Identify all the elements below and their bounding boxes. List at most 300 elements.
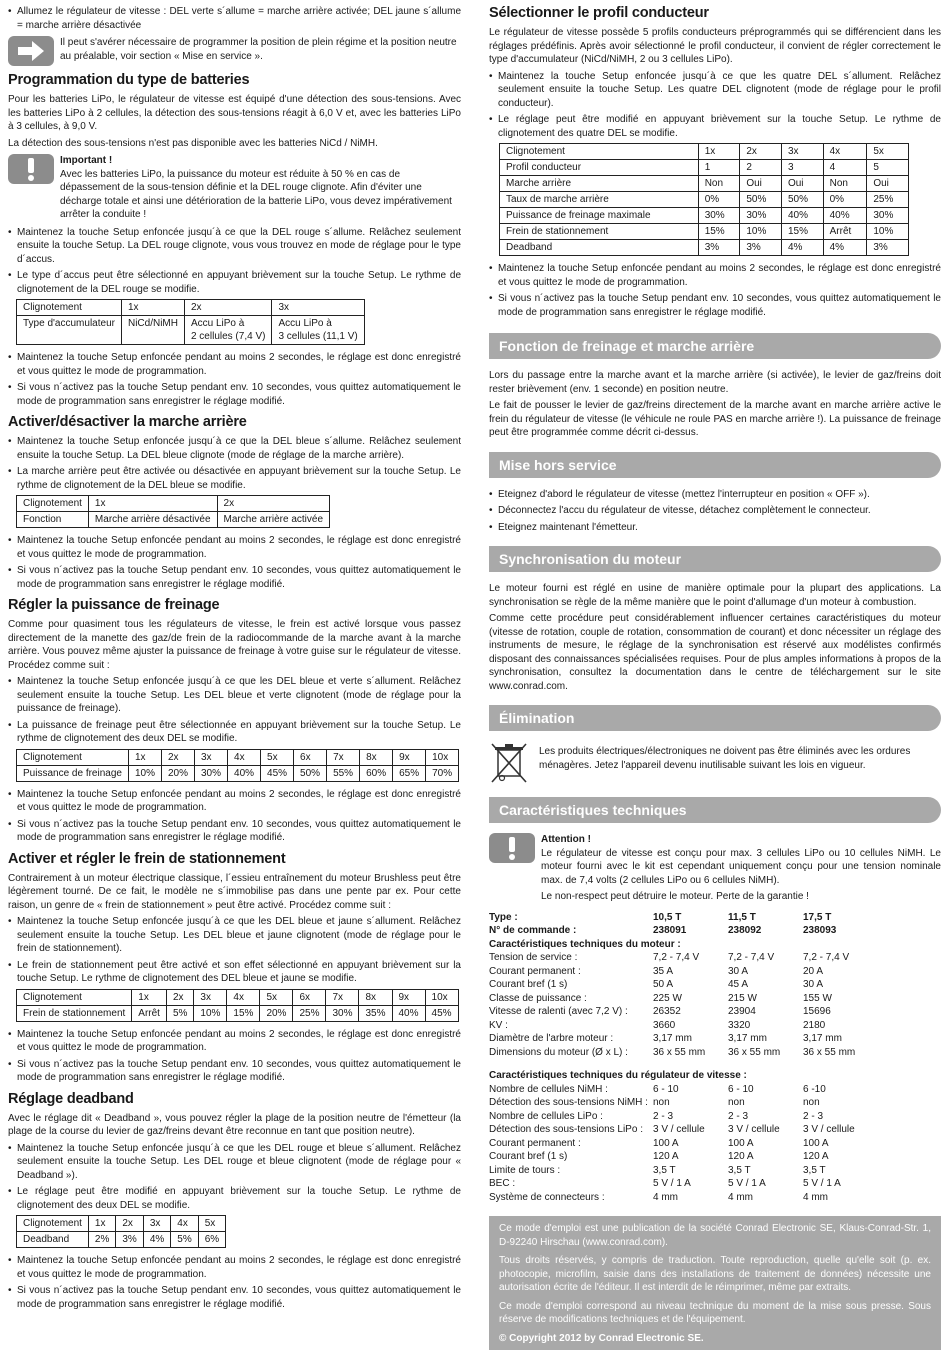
- arrow-right-icon: [8, 36, 54, 66]
- table-cell: Puissance de freinage maximale: [500, 208, 699, 224]
- table-cell: 0%: [698, 192, 740, 208]
- spec-row: [489, 1150, 941, 1164]
- spec-cell: 6 - 10: [653, 1083, 679, 1095]
- table-cell: 60%: [360, 765, 393, 781]
- table-cell: 2%: [88, 1232, 115, 1248]
- table-cell: 25%: [867, 192, 909, 208]
- spec-cell: 3320: [728, 1019, 751, 1031]
- spec-cell: Nombre de cellules NiMH :: [489, 1083, 608, 1095]
- table-row: [500, 176, 909, 192]
- table-cell: 9x: [393, 749, 426, 765]
- spec-row: [489, 1019, 941, 1033]
- profile-after: [489, 262, 941, 319]
- list-item: • Si vous n´activez pas la touche Setup pendant env. 10 secondes, vous quittez automatiquement le mode de programmation sans enregistrer le réglage modifié.: [8, 381, 461, 408]
- table-cell: 2x: [217, 496, 329, 512]
- table-cell: 15%: [227, 1005, 260, 1021]
- list-item: • Maintenez la touche Setup enfoncée pendant au moins 2 secondes, le réglage est donc enregistré et vous quittez le mode de programmation.: [8, 1028, 461, 1055]
- spec-cell: 5 V / 1 A: [803, 1178, 841, 1189]
- spec-cell: 3,5 T: [803, 1164, 826, 1176]
- spec-section-title: Caractéristiques techniques du moteur :: [489, 938, 681, 950]
- spec-row: [489, 1096, 941, 1110]
- table-cell: 4%: [781, 240, 823, 256]
- table-row: [17, 1216, 226, 1232]
- table-cell: Frein de stationnement: [500, 224, 699, 240]
- table-cell: 15%: [781, 224, 823, 240]
- spec-cell: Courant permanent :: [489, 1137, 581, 1149]
- spec-cell: 7,2 - 7,4 V: [803, 952, 850, 963]
- table-cell: 25%: [293, 1005, 326, 1021]
- spec-row: [489, 992, 941, 1006]
- brake-after: [8, 788, 461, 845]
- table-cell: 1x: [132, 989, 167, 1005]
- table-cell: 5x: [198, 1216, 225, 1232]
- table-cell: 2x: [116, 1216, 143, 1232]
- table-cell: Deadband: [17, 1232, 89, 1248]
- profile-steps: [489, 70, 941, 141]
- table-row: [17, 496, 330, 512]
- table-row: [500, 192, 909, 208]
- spec-row: [489, 1123, 941, 1137]
- table-cell: 40%: [823, 208, 867, 224]
- brake-table: [16, 749, 459, 782]
- table-cell: 10%: [128, 765, 161, 781]
- table-cell: Marche arrière désactivée: [88, 512, 217, 528]
- section-banner: Synchronisation du moteur: [489, 546, 941, 572]
- spec-cell: Détection des sous-tensions LiPo :: [489, 1124, 643, 1135]
- table-cell: 5%: [171, 1232, 198, 1248]
- spec-cell: 120 A: [803, 1151, 829, 1162]
- spec-row: N° de commande : 238091 238092 238093: [489, 925, 837, 936]
- spec-cell: 7,2 - 7,4 V: [728, 952, 775, 963]
- spec-cell: 2 - 3: [803, 1110, 824, 1122]
- table-cell: 3%: [740, 240, 782, 256]
- intro-list: [8, 5, 461, 32]
- crossed-bin-icon: [489, 741, 529, 785]
- table-cell: 45%: [425, 1005, 458, 1021]
- section-banner: Fonction de freinage et marche arrière: [489, 333, 941, 359]
- table-cell: 5: [867, 160, 909, 176]
- spec-cell: 36 x 55 mm: [653, 1046, 706, 1058]
- table-cell: 40%: [392, 1005, 425, 1021]
- table-cell: 50%: [294, 765, 327, 781]
- table-row: [17, 989, 459, 1005]
- table-cell: 7x: [326, 989, 359, 1005]
- battery-after: [8, 351, 461, 408]
- list-item: • Le type d´accus peut être sélectionné en appuyant brièvement sur la touche Setup. Le rythme de clignotement de la DEL rouge se modifie.: [8, 269, 461, 296]
- table-row: [17, 300, 365, 316]
- spec-cell: 3,5 T: [653, 1164, 676, 1176]
- section-banner: Mise hors service: [489, 452, 941, 478]
- table-cell: 35%: [359, 1005, 392, 1021]
- table-cell: 10%: [867, 224, 909, 240]
- table-cell: 3: [781, 160, 823, 176]
- spec-cell: 225 W: [653, 992, 682, 1004]
- spec-cell: 45 A: [728, 979, 749, 990]
- table-cell: NiCd/NiMH: [121, 316, 184, 345]
- brake-steps: [8, 675, 461, 746]
- table-cell: 65%: [393, 765, 426, 781]
- attention-note: [489, 833, 941, 907]
- section-title: Activer et régler le frein de stationnement: [8, 850, 286, 867]
- table-cell: 30%: [195, 765, 228, 781]
- attention-text: Le régulateur de vitesse est conçu pour max. 3 cellules LiPo ou 10 cellules NiMH. Le moteur fourni avec le kit est cependant uniquement conçu pour une tension nominale max. de 7,4 volts (2 cellules LiPo ou 6 cellules NiMH).: [541, 847, 941, 886]
- important-title: Important !: [60, 155, 113, 166]
- table-cell: 4x: [823, 144, 867, 160]
- spec-row: [489, 1005, 941, 1019]
- spec-row: [489, 1083, 941, 1097]
- table-cell: 40%: [228, 765, 261, 781]
- table-cell: 30%: [698, 208, 740, 224]
- spec-cell: 36 x 55 mm: [728, 1046, 781, 1058]
- table-cell: 30%: [326, 1005, 359, 1021]
- table-cell: Clignotement: [17, 300, 122, 316]
- table-cell: 6x: [293, 989, 326, 1005]
- table-cell: 50%: [781, 192, 823, 208]
- paragraph: Le moteur fourni est réglé en usine de manière optimale pour la plupart des applications. La synchronisation se règle de la même manière que le point d'allumage d'un moteur à combustion.: [489, 583, 941, 608]
- spec-cell: 6 -10: [803, 1083, 826, 1095]
- table-cell: Accu LiPo à 3 cellules (11,1 V): [272, 316, 364, 345]
- important-text: Avec les batteries LiPo, la puissance du moteur est réduite à 50 % en cas de dépassement de la sous-tension définie et la DEL rouge clignote. Afin d'éviter une décharge totale et ainsi une détérioration de la batterie LiPo, vous devez impérativement arrêter la conduite !: [60, 168, 452, 220]
- table-cell: 0%: [823, 192, 867, 208]
- spec-row: [489, 1046, 941, 1060]
- table-cell: 3x: [272, 300, 364, 316]
- list-item: • Maintenez la touche Setup enfoncée jusqu´à ce que les DEL bleue et jaune s´allument. Relâchez seulement ensuite la touche Setup. Les DEL bleue et jaune clignotent (mode de réglage pour le frein de stationnement).: [8, 915, 461, 956]
- table-cell: 2x: [166, 989, 193, 1005]
- table-cell: 10x: [425, 989, 458, 1005]
- table-cell: 5x: [260, 989, 293, 1005]
- regulator-specs: [489, 1083, 941, 1205]
- list-item: • Si vous n´activez pas la touche Setup pendant env. 10 secondes, vous quittez automatiquement le mode de programmation sans enregistrer le réglage modifié.: [8, 564, 461, 591]
- spec-cell: 15696: [803, 1006, 831, 1017]
- table-cell: 7x: [327, 749, 360, 765]
- motor-specs: [489, 951, 941, 1059]
- table-row: [17, 316, 365, 345]
- list-item: • Maintenez la touche Setup enfoncée jusqu´à ce que les DEL bleue et verte s´allument. Relâchez seulement ensuite la touche Setup. Les DEL bleue et verte clignotent (mode de réglage pour la puissance de freinage).: [8, 675, 461, 716]
- table-row: [500, 144, 909, 160]
- table-cell: Marche arrière: [500, 176, 699, 192]
- table-cell: Clignotement: [17, 989, 132, 1005]
- parking-steps: [8, 915, 461, 986]
- list-item: • Maintenez la touche Setup enfoncée pendant au moins 2 secondes, le réglage est donc enregistré et vous quittez le mode de programmation.: [8, 788, 461, 815]
- paragraph: Comme cette procédure peut considérablement influencer certaines caractéristiques du moteur (vitesse de rotation, couple de rotation, consommation de courant) et donc nécessiter un réglage des instruments de mesure, le réglage de la synchronisation est réservé aux modélistes confirmés disposant des connaissances spécialisées requises. Pour de plus amples informations à propos de la synchronisation, consultez la documentation dans le centre de téléchargement sur le site www.conrad.com.: [489, 613, 941, 692]
- spec-cell: non: [803, 1097, 820, 1108]
- parking-after: [8, 1028, 461, 1085]
- spec-cell: Vitesse de ralenti (avec 7,2 V) :: [489, 1006, 628, 1017]
- spec-cell: 100 A: [803, 1137, 829, 1149]
- table-row: [500, 208, 909, 224]
- spec-section-title: Caractéristiques techniques du régulateur de vitesse :: [489, 1070, 747, 1081]
- footer-paragraph: Tous droits réservés, y compris de traduction. Toute reproduction, quelle qu'elle soit (p. ex. photocopie, microfilm, saisie dans des installations de traitement de données) nécessite une autorisation écrite de l'éditeur. Il est interdit de le réimprimer, même par extraits.: [499, 1255, 931, 1293]
- copyright: © Copyright 2012 by Conrad Electronic SE.: [499, 1332, 704, 1344]
- table-cell: 9x: [392, 989, 425, 1005]
- spec-cell: Limite de tours :: [489, 1164, 561, 1176]
- table-cell: 40%: [781, 208, 823, 224]
- table-cell: 1x: [121, 300, 184, 316]
- table-row: [17, 765, 459, 781]
- list-item: • Eteignez maintenant l'émetteur.: [489, 521, 941, 535]
- table-cell: 15%: [698, 224, 740, 240]
- paragraph: Le régulateur de vitesse possède 5 profils conducteurs préprogrammés qui se différencient dans les réglages prédéfinis. Après avoir sélectionné le profil conducteur, il convient de régler correctement le type d'accumulateur (NiCd/NiMH, 2 ou 3 cellules LiPo).: [489, 27, 941, 65]
- right-column: [489, 5, 941, 1204]
- spec-cell: 155 W: [803, 992, 832, 1004]
- table-row: [17, 512, 330, 528]
- section-title: Programmation du type de batteries: [8, 72, 250, 88]
- spec-cell: Détection des sous-tensions NiMH :: [489, 1097, 648, 1108]
- list-item: • Si vous n´activez pas la touche Setup pendant env. 10 secondes, vous quittez automatiquement le mode de programmation sans enregistrer le réglage modifié.: [489, 292, 941, 319]
- table-cell: 2x: [184, 300, 271, 316]
- spec-row: [489, 951, 941, 965]
- table-cell: 5%: [166, 1005, 193, 1021]
- table-row: [17, 1232, 226, 1248]
- table-cell: 1x: [698, 144, 740, 160]
- spec-cell: 26352: [653, 1006, 681, 1017]
- list-item: • Maintenez la touche Setup enfoncée jusqu´à ce que la DEL bleue s´allume. Relâchez seulement ensuite la touche Setup. La DEL bleue clignote (mode de réglage de la marche arrière).: [8, 435, 461, 462]
- info-note: [8, 36, 461, 66]
- attention-title: Attention !: [541, 834, 591, 845]
- spec-row: [489, 1137, 941, 1151]
- publisher-footer: [489, 1216, 941, 1350]
- spec-cell: 100 A: [728, 1137, 754, 1149]
- spec-cell: 4 mm: [728, 1191, 753, 1203]
- table-cell: Marche arrière activée: [217, 512, 329, 528]
- list-item: • Déconnectez l'accu du régulateur de vitesse, détachez complètement le connecteur.: [489, 504, 941, 518]
- spec-cell: Courant bref (1 s): [489, 979, 568, 990]
- table-cell: Frein de stationnement: [17, 1005, 132, 1021]
- table-cell: Puissance de freinage: [17, 765, 129, 781]
- table-cell: 5x: [867, 144, 909, 160]
- list-item: • Maintenez la touche Setup enfoncée jusqu´à ce que la DEL rouge s´allume. Relâchez seulement ensuite la touche Setup. La DEL rouge clignote, vous vous trouvez en mode de réglage pour le type d´accus.: [8, 226, 461, 267]
- spec-cell: 30 A: [803, 979, 824, 990]
- attention-note-text: Le non-respect peut détruire le moteur. Perte de la garantie !: [541, 891, 809, 902]
- table-cell: Clignotement: [500, 144, 699, 160]
- paragraph: Le fait de pousser le levier de gaz/freins directement de la marche avant en marche arrière active le frein du régulateur de vitesse (le véhicule ne roule PAS en marche arrière !). La puissance de freinage peut être programmée comme décrit ci-dessus.: [489, 400, 941, 438]
- reverse-after: [8, 534, 461, 591]
- battery-steps: [8, 226, 461, 297]
- table-cell: 70%: [426, 765, 459, 781]
- spec-cell: 50 A: [653, 979, 674, 990]
- paragraph: Pour les batteries LiPo, le régulateur de vitesse est équipé d'une détection des sous-tensions. Avec les batteries LiPo à 2 cellules, la détection des sous-tensions réagit à 6,0 V et, avec les batteries LiPo à 3 cellules, à 9,0 V.: [8, 94, 461, 132]
- spec-cell: 3,17 mm: [803, 1033, 842, 1044]
- list-item: • La puissance de freinage peut être sélectionnée en appuyant brièvement sur la touche Setup. Le rythme de clignotement des deux DEL se modifie.: [8, 719, 461, 746]
- table-cell: 3%: [867, 240, 909, 256]
- battery-table: [16, 299, 365, 345]
- table-cell: 30%: [740, 208, 782, 224]
- list-item: • Maintenez la touche Setup enfoncée jusqu´à ce que les DEL rouge et bleue s´allument. Relâchez seulement ensuite la touche Setup. Les DEL rouge et bleue clignotent (mode de réglage pour « Deadband »).: [8, 1142, 461, 1183]
- left-column: [8, 5, 461, 1314]
- warning-exclamation-icon: [489, 833, 535, 863]
- spec-cell: 36 x 55 mm: [803, 1046, 856, 1058]
- table-cell: 3x: [781, 144, 823, 160]
- table-cell: 10%: [740, 224, 782, 240]
- paragraph: La détection des sous-tensions n'est pas disponible avec les batteries NiCd / NiMH.: [8, 137, 378, 149]
- table-cell: 4x: [228, 749, 261, 765]
- section-title: Régler la puissance de freinage: [8, 597, 220, 613]
- spec-cell: Système de connecteurs :: [489, 1191, 605, 1203]
- spec-cell: 2180: [803, 1019, 826, 1031]
- spec-cell: Courant permanent :: [489, 965, 581, 977]
- table-cell: Oui: [781, 176, 823, 192]
- list-item: • Eteignez d'abord le régulateur de vitesse (mettez l'interrupteur en position « OFF »).: [489, 488, 941, 502]
- table-cell: 4x: [227, 989, 260, 1005]
- table-cell: 1x: [88, 496, 217, 512]
- table-cell: Type d'accumulateur: [17, 316, 122, 345]
- table-cell: 8x: [360, 749, 393, 765]
- footer-paragraph: Ce mode d'emploi correspond au niveau technique du moment de la mise sous presse. Sous réserve de modifications techniques et de l'équipement.: [499, 1300, 931, 1325]
- table-cell: Oui: [740, 176, 782, 192]
- table-cell: 2: [740, 160, 782, 176]
- table-row: [500, 240, 909, 256]
- list-item: • Maintenez la touche Setup enfoncée pendant au moins 2 secondes, le réglage est donc enregistré et vous quittez le mode de programmation.: [489, 262, 941, 289]
- table-cell: 45%: [261, 765, 294, 781]
- reverse-table: [16, 495, 330, 528]
- spec-cell: 5 V / 1 A: [653, 1178, 691, 1189]
- section-banner: Élimination: [489, 705, 941, 731]
- table-cell: 4x: [171, 1216, 198, 1232]
- spec-row: [489, 978, 941, 992]
- footer-paragraph: Ce mode d'emploi est une publication de la société Conrad Electronic SE, Klaus-Conrad-Str. 1, D-92240 Hirschau (www.conrad.com).: [499, 1223, 931, 1248]
- spec-cell: 3,17 mm: [728, 1033, 767, 1044]
- spec-cell: 3 V / cellule: [728, 1124, 780, 1135]
- table-row: [17, 1005, 459, 1021]
- spec-cell: 6 - 10: [728, 1083, 754, 1095]
- section-title: Réglage deadband: [8, 1090, 134, 1107]
- spec-cell: 4 mm: [653, 1191, 678, 1203]
- elimination-note: [489, 741, 941, 785]
- table-cell: 2x: [161, 749, 194, 765]
- spec-cell: 7,2 - 7,4 V: [653, 952, 700, 963]
- spec-row: Type : 10,5 T 11,5 T 17,5 T: [489, 911, 832, 923]
- spec-cell: 2 - 3: [728, 1110, 749, 1122]
- spec-row: [489, 1110, 941, 1124]
- table-cell: 10x: [426, 749, 459, 765]
- table-cell: Profil conducteur: [500, 160, 699, 176]
- paragraph: Lors du passage entre la marche avant et la marche arrière (si activée), le levier de gaz/freins doit rester brièvement (env. 1 seconde) en position neutre.: [489, 370, 941, 395]
- shutdown-steps: [489, 488, 941, 535]
- spec-row: [489, 965, 941, 979]
- spec-row: [489, 1032, 941, 1046]
- spec-cell: 5 V / 1 A: [728, 1178, 766, 1189]
- table-cell: Clignotement: [17, 1216, 89, 1232]
- elimination-text: Les produits électriques/électroniques ne doivent pas être éliminés avec les ordures ménagères. Jetez l'appareil devenu inutilisable suivant les lois en vigueur.: [539, 746, 911, 771]
- spec-cell: 3660: [653, 1019, 676, 1031]
- spec-cell: 20 A: [803, 965, 824, 977]
- list-item: • Maintenez la touche Setup enfoncée pendant au moins 2 secondes, le réglage est donc enregistré et vous quittez le mode de programmation.: [8, 351, 461, 378]
- spec-cell: 30 A: [728, 965, 749, 977]
- table-cell: 3x: [195, 749, 228, 765]
- table-cell: 3x: [143, 1216, 170, 1232]
- spec-cell: 3 V / cellule: [803, 1124, 855, 1135]
- table-cell: Arrêt: [823, 224, 867, 240]
- spec-cell: 4 mm: [803, 1191, 828, 1203]
- paragraph: Comme pour quasiment tous les régulateurs de vitesse, le frein est activé lorsque vous passez directement de la manette des gaz/de frein de la radiocommande de la marche avant à la marche arrière. Vous pouvez même ajuster la puissance de freinage à votre guise sur le régulateur de vitesse. Procédez comme suit :: [8, 619, 461, 671]
- spec-cell: 100 A: [653, 1137, 679, 1149]
- warning-exclamation-icon: [8, 154, 54, 184]
- table-cell: Oui: [867, 176, 909, 192]
- spec-row: [489, 1191, 941, 1205]
- table-cell: 1x: [128, 749, 161, 765]
- spec-row: [489, 1177, 941, 1191]
- spec-cell: 120 A: [653, 1151, 679, 1162]
- spec-cell: Dimensions du moteur (Ø x L) :: [489, 1046, 628, 1058]
- table-cell: 6x: [294, 749, 327, 765]
- table-cell: 10%: [194, 1005, 227, 1021]
- table-cell: Non: [823, 176, 867, 192]
- section-title: Sélectionner le profil conducteur: [489, 5, 709, 21]
- spec-table: [489, 911, 941, 1205]
- spec-cell: 3,5 T: [728, 1164, 751, 1176]
- paragraph: Avec le réglage dit « Deadband », vous pouvez régler la plage de la position neutre de l'émetteur (la plage de la course du levier de gaz/freins devant être reconnue en tant que position neutre).: [8, 1112, 461, 1137]
- spec-cell: KV :: [489, 1019, 508, 1031]
- paragraph: Contrairement à un moteur électrique classique, l´essieu entraînement du moteur Brushless peut être légèrement tourné. De ce fait, le modèle ne s´immobilise pas dans une pente par ex. Pour cette raison, un genre de « frein de stationnement » peut être activé. Procédez comme suit :: [8, 872, 461, 911]
- spec-cell: Nombre de cellules LiPo :: [489, 1110, 603, 1122]
- table-cell: 5x: [261, 749, 294, 765]
- table-cell: Fonction: [17, 512, 89, 528]
- spec-cell: 2 - 3: [653, 1110, 674, 1122]
- table-cell: Non: [698, 176, 740, 192]
- table-cell: 3x: [194, 989, 227, 1005]
- table-cell: Taux de marche arrière: [500, 192, 699, 208]
- spec-cell: 3 V / cellule: [653, 1124, 705, 1135]
- list-item: • Si vous n´activez pas la touche Setup pendant env. 10 secondes, vous quittez automatiquement le mode de programmation sans enregistrer le réglage modifié.: [8, 818, 461, 845]
- table-cell: 20%: [260, 1005, 293, 1021]
- spec-row: [489, 1164, 941, 1178]
- reverse-steps: [8, 435, 461, 492]
- table-row: [17, 749, 459, 765]
- spec-cell: Classe de puissance :: [489, 992, 587, 1004]
- table-cell: 4%: [143, 1232, 170, 1248]
- list-item: • Le frein de stationnement peut être activé et son effet sélectionné en appuyant brièvement sur la touche Setup. Le rythme de clignotement des DEL bleue et jaune se modifie.: [8, 959, 461, 986]
- deadband-after: [8, 1254, 461, 1311]
- list-item: • Le réglage peut être modifié en appuyant brièvement sur la touche Setup. Le rythme de clignotement des quatre DEL se modifie.: [489, 113, 941, 140]
- table-cell: Accu LiPo à 2 cellules (7,4 V): [184, 316, 271, 345]
- table-cell: 20%: [161, 765, 194, 781]
- table-cell: Deadband: [500, 240, 699, 256]
- section-title: Activer/désactiver la marche arrière: [8, 414, 247, 430]
- profile-table: [499, 143, 909, 256]
- table-cell: Arrêt: [132, 1005, 167, 1021]
- table-cell: 4: [823, 160, 867, 176]
- table-row: [500, 160, 909, 176]
- table-cell: 1: [698, 160, 740, 176]
- section-banner: Caractéristiques techniques: [489, 797, 941, 823]
- important-note: [8, 154, 461, 222]
- table-cell: Clignotement: [17, 496, 89, 512]
- table-cell: 3%: [116, 1232, 143, 1248]
- deadband-steps: [8, 1142, 461, 1213]
- spec-cell: Tension de service :: [489, 952, 578, 963]
- list-item: • Allumez le régulateur de vitesse : DEL verte s´allume = marche arrière activée; DEL jaune s´allume = marche arrière désactivée: [8, 5, 461, 32]
- spec-cell: 3,17 mm: [653, 1033, 692, 1044]
- spec-cell: BEC :: [489, 1178, 516, 1189]
- spec-cell: Diamètre de l'arbre moteur :: [489, 1033, 614, 1044]
- deadband-table: [16, 1215, 226, 1248]
- table-cell: 50%: [740, 192, 782, 208]
- list-item: • Maintenez la touche Setup enfoncée pendant au moins 2 secondes, le réglage est donc enregistré et vous quittez le mode de programmation.: [8, 534, 461, 561]
- spec-cell: non: [728, 1097, 745, 1108]
- table-cell: 30%: [867, 208, 909, 224]
- table-cell: 8x: [359, 989, 392, 1005]
- list-item: • Si vous n´activez pas la touche Setup pendant env. 10 secondes, vous quittez automatiquement le mode de programmation sans enregistrer le réglage modifié.: [8, 1284, 461, 1311]
- table-cell: Clignotement: [17, 749, 129, 765]
- spec-cell: 120 A: [728, 1151, 754, 1162]
- list-item: • La marche arrière peut être activée ou désactivée en appuyant brièvement sur la touche Setup. Le rythme de clignotement de la DEL bleue se modifie.: [8, 465, 461, 492]
- spec-cell: 215 W: [728, 992, 757, 1004]
- parking-table: [16, 989, 459, 1022]
- list-item: • Si vous n´activez pas la touche Setup pendant env. 10 secondes, vous quittez automatiquement le mode de programmation sans enregistrer le réglage modifié.: [8, 1058, 461, 1085]
- list-item: • Le réglage peut être modifié en appuyant brièvement sur la touche Setup. Le rythme de clignotement des deux DEL se modifie.: [8, 1185, 461, 1212]
- table-cell: 2x: [740, 144, 782, 160]
- table-cell: 3%: [698, 240, 740, 256]
